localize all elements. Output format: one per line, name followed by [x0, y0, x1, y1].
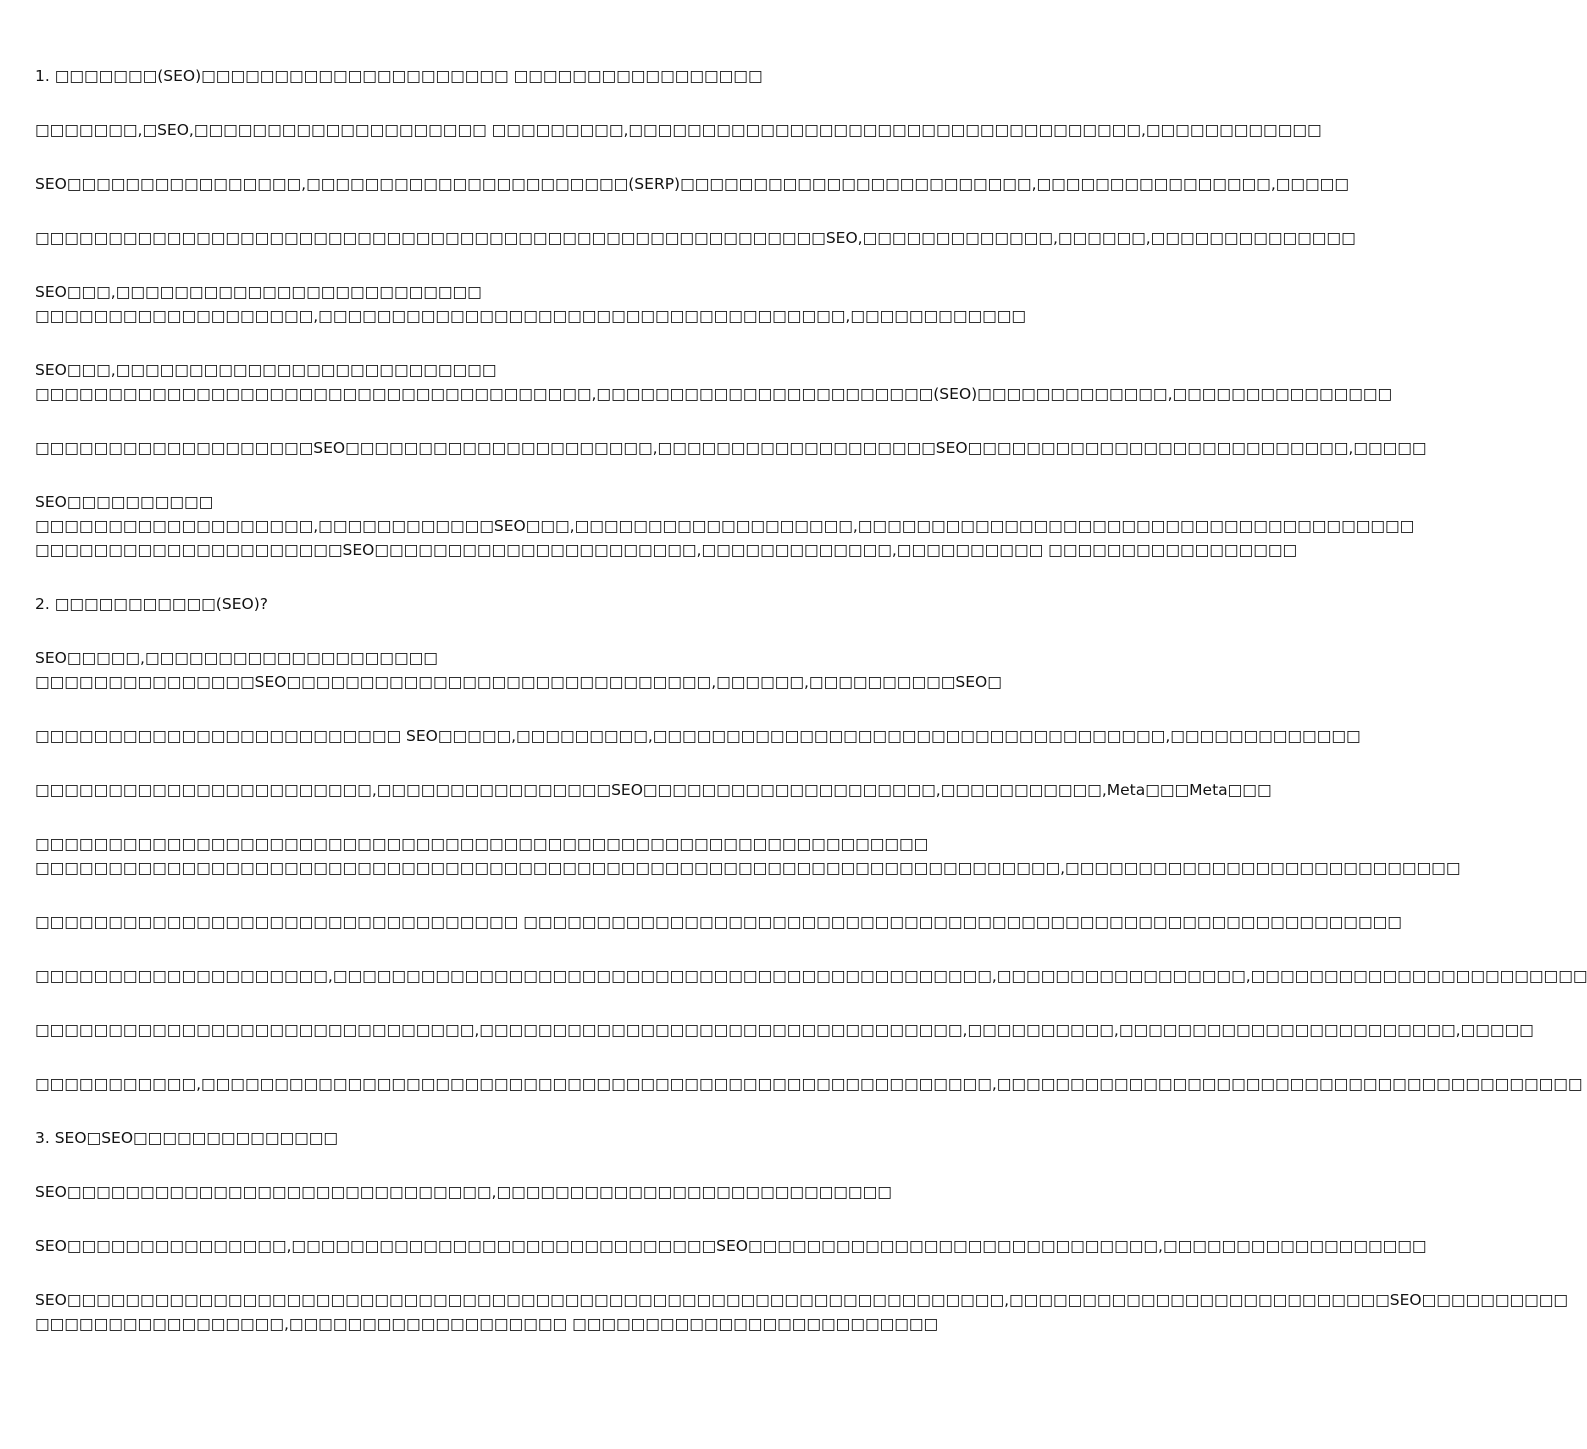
text-line: □□□□□□□□□□□□□□□□□□□□□□□,□□□□□□□□□□□□□□□□SEO□□□□□□□□□□□□□□□□□□□□,□□□□□□□□□□□,Meta□□□Meta□□□ [35, 781, 1272, 799]
text-line: □□□□□□□□□□□□□□□□□□□□□SEO□□□□□□□□□□□□□□□□□□□□□□,□□□□□□□□□□□□□,□□□□□□□□□□ □□□□□□□□□□□□□□□□□ [35, 541, 1298, 559]
text-line: □□□□□□□□□□□□□□□□□□□□,□□□□□□□□□□□□□□□□□□□□□□□□□□□□□□□□□□□□□□□□□□□□□,□□□□□□□□□□□□□□□□□,□□□□□□□□□□□□□□□□□□□□□□□ [35, 967, 1587, 985]
text-line: □□□□□□□□□□□□□□□□□□□,□□□□□□□□□□□□□□□□□□□□□□□□□□□□□□□□□□□□,□□□□□□□□□□□□ [35, 307, 1027, 325]
text-line: □□□□□□□□□□□□□□□□□□□□□□□□□□□□□□□□□□□□□□□□□□□□□□□□□□□□□□SEO,□□□□□□□□□□□□□,□□□□□□,□□□□□□□□□□□□□□ [35, 229, 1356, 247]
text-line: SEO□□□□□□□□□□□□□□□□□□□□□□□□□□□□□□□□□□□□□□□□□□□□□□□□□□□□□□□□□□□□□□□□,□□□□□□□□□□□□□□□□□□□□□□□□□□SEO□□□□□□□□□□ [35, 1291, 1569, 1309]
text-line: SEO□□□□□□□□□□□□□□□□□□□□□□□□□□□□□,□□□□□□□□□□□□□□□□□□□□□□□□□□□ [35, 1183, 892, 1201]
text-line: □□□□□□□□□□□□□□□SEO□□□□□□□□□□□□□□□□□□□□□□□□□□□□□,□□□□□□,□□□□□□□□□□SEO□ [35, 673, 1002, 691]
text-line: □□□□□□□□□□□□□□□□□□□□□□□□□□□□□□□□□ □□□□□□□□□□□□□□□□□□□□□□□□□□□□□□□□□□□□□□□□□□□□□□□□□□□□□□□□□□□□ [35, 913, 1402, 931]
text-line: SEO□□□,□□□□□□□□□□□□□□□□□□□□□□□□□□ [35, 361, 497, 379]
text-line: 3. SEO□SEO□□□□□□□□□□□□□□ [35, 1129, 339, 1147]
text-line: □□□□□□□□□□□□□□□□□□□□□□□□□□□□□□□□□□□□□□,□□□□□□□□□□□□□□□□□□□□□□□(SEO)□□□□□□□□□□□□□,□□□□□□□□□□□□□□□ [35, 385, 1393, 403]
text-line: □□□□□□□□□□□,□□□□□□□□□□□□□□□□□□□□□□□□□□□□□□□□□□□□□□□□□□□□□□□□□□□□□□,□□□□□□□□□□□□□□□□□□□□□□□□□□□□□□□□□□□□□□□□ [35, 1075, 1583, 1093]
text-line: □□□□□□□□□□□□□□□□□□□□□□□□□□□□□□□□□□□□□□□□□□□□□□□□□□□□□□□□□□□□□ [35, 835, 929, 853]
text-line: 1. □□□□□□□(SEO)□□□□□□□□□□□□□□□□□□□□□ □□□□□□□□□□□□□□□□□ [35, 67, 763, 85]
text-line: □□□□□□□□□□□□□□□□□□□SEO□□□□□□□□□□□□□□□□□□□□□,□□□□□□□□□□□□□□□□□□□SEO□□□□□□□□□□□□□□□□□□□□□□□□□□,□□□□□ [35, 439, 1427, 457]
text-line: SEO□□□□□□□□□□□□□□□□,□□□□□□□□□□□□□□□□□□□□□□(SERP)□□□□□□□□□□□□□□□□□□□□□□□□,□□□□□□□□□□□□□□□□,□□□□□ [35, 175, 1349, 193]
text-line: □□□□□□□□□□□□□□□□□□□□□□□□□ SEO□□□□□,□□□□□□□□□,□□□□□□□□□□□□□□□□□□□□□□□□□□□□□□□□□□□,□□□□□□□□□□□□□ [35, 727, 1361, 745]
text-line: SEO□□□□□,□□□□□□□□□□□□□□□□□□□□ [35, 649, 438, 667]
text-line: 2. □□□□□□□□□□□(SEO)? [35, 595, 268, 613]
document-body [35, 64, 1587, 1336]
text-line: □□□□□□□□□□□□□□□□□,□□□□□□□□□□□□□□□□□□□ □□□□□□□□□□□□□□□□□□□□□□□□□ [35, 1315, 939, 1333]
text-line: SEO□□□□□□□□□□□□□□□,□□□□□□□□□□□□□□□□□□□□□□□□□□□□□SEO□□□□□□□□□□□□□□□□□□□□□□□□□□□□,□□□□□□□□□□□□□□□□□□ [35, 1237, 1427, 1255]
text-line: □□□□□□□□□□□□□□□□□□□□□□□□□□□□□□□□□□□□□□□□□□□□□□□□□□□□□□□□□□□□□□□□□□□□□□,□□□□□□□□□□□□□□□□□□□□□□□□□□□ [35, 859, 1461, 877]
text-line: SEO□□□□□□□□□□ [35, 493, 214, 511]
text-line: □□□□□□□□□□□□□□□□□□□□□□□□□□□□□□,□□□□□□□□□□□□□□□□□□□□□□□□□□□□□□□□□,□□□□□□□□□□,□□□□□□□□□□□□□□□□□□□□□□□,□□□□□ [35, 1021, 1534, 1039]
text-line: □□□□□□□,□SEO,□□□□□□□□□□□□□□□□□□□□ □□□□□□□□□,□□□□□□□□□□□□□□□□□□□□□□□□□□□□□□□□□□□,□□□□□□□□□□□□ [35, 121, 1322, 139]
text-line: □□□□□□□□□□□□□□□□□□□,□□□□□□□□□□□□SEO□□□,□□□□□□□□□□□□□□□□□□□,□□□□□□□□□□□□□□□□□□□□□□□□□□□□□□□□□□□□□□ [35, 517, 1415, 535]
text-line: SEO□□□,□□□□□□□□□□□□□□□□□□□□□□□□□ [35, 283, 482, 301]
